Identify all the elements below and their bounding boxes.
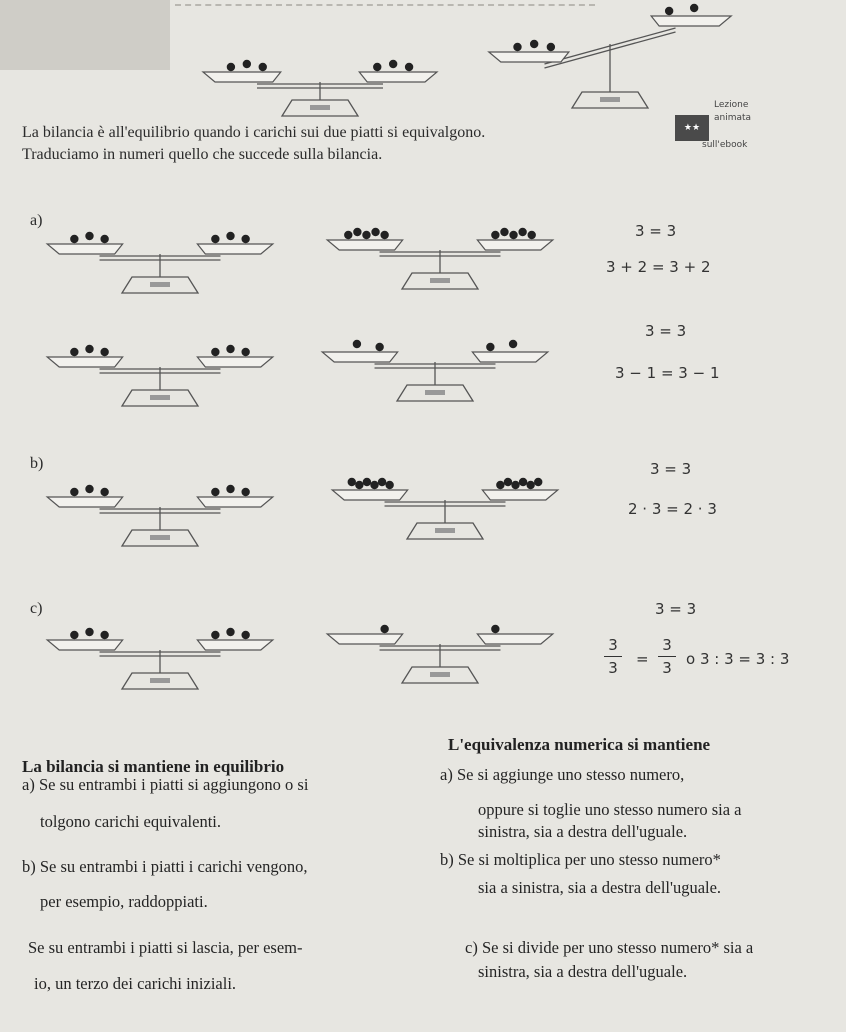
scale-right-pan: [477, 634, 552, 644]
fraction-left: [604, 636, 622, 677]
scale-a2-left: [40, 335, 280, 410]
scale-base-mark: [150, 395, 170, 400]
weight-ball: [241, 348, 249, 356]
eq-c-1: 3 = 3: [655, 600, 697, 618]
weight-ball: [504, 478, 512, 486]
left-title: La bilancia si mantiene in equilibrio: [22, 757, 285, 776]
scale-base-mark: [600, 97, 620, 102]
scale-a-right: [320, 218, 560, 293]
scale-base-mark: [430, 278, 450, 283]
fraction-right: [658, 636, 676, 677]
intro-line-1: La bilancia è all'equilibrio quando i carichi sui due piatti si equivalgono.: [22, 124, 486, 141]
weight-ball: [241, 631, 249, 639]
scale-balanced-top: [195, 50, 445, 120]
scale-base-mark: [150, 535, 170, 540]
label-c: c): [30, 600, 43, 617]
weight-ball: [226, 628, 234, 636]
weight-ball: [518, 228, 526, 236]
scale-b-left: [40, 475, 280, 550]
weight-ball: [519, 478, 527, 486]
scale-base-mark: [425, 390, 445, 395]
weight-ball: [226, 485, 234, 493]
scale-base-mark: [310, 105, 330, 110]
weight-ball: [486, 343, 494, 351]
weight-ball: [211, 235, 219, 243]
weight-ball: [526, 481, 534, 489]
scale-base-mark: [150, 282, 170, 287]
weight-ball: [211, 631, 219, 639]
weight-ball: [547, 43, 555, 51]
scale-b-right: [325, 468, 565, 543]
scale-base-mark: [150, 678, 170, 683]
weight-ball: [70, 235, 78, 243]
weight-ball: [665, 7, 673, 15]
weight-ball: [373, 63, 381, 71]
left-c-2: io, un terzo dei carichi iniziali.: [34, 974, 237, 993]
weight-ball: [378, 478, 386, 486]
scale-left-pan: [203, 72, 281, 82]
fraction-bar: [658, 656, 676, 657]
weight-ball: [259, 63, 267, 71]
weight-ball: [70, 348, 78, 356]
fraction-left-num: 3: [608, 636, 618, 654]
scale-right-pan: [472, 352, 547, 362]
weight-ball: [528, 231, 536, 239]
weight-ball: [344, 231, 352, 239]
scale-a2-right: [315, 330, 555, 405]
scale-left-pan: [47, 497, 122, 507]
weight-ball: [353, 228, 361, 236]
eq-a2-1: 3 = 3: [645, 322, 687, 340]
weight-ball: [530, 40, 538, 48]
weight-ball: [226, 232, 234, 240]
weight-ball: [85, 628, 93, 636]
right-c-2: sinistra, sia a destra dell'uguale.: [478, 962, 688, 981]
scale-right-pan: [359, 72, 437, 82]
scale-left-pan: [489, 52, 569, 62]
scale-c-right: [320, 612, 560, 687]
scale-left-pan: [47, 640, 122, 650]
scale-right-pan: [197, 357, 272, 367]
weight-ball: [491, 231, 499, 239]
weight-ball: [100, 488, 108, 496]
weight-ball: [362, 231, 370, 239]
weight-ball: [513, 43, 521, 51]
scale-right-pan: [197, 640, 272, 650]
weight-ball: [70, 488, 78, 496]
weight-ball: [355, 481, 363, 489]
weight-ball: [491, 625, 499, 633]
right-b-1: b) Se si moltiplica per uno stesso numero*: [440, 850, 721, 869]
weight-ball: [690, 4, 698, 12]
weight-ball: [380, 625, 388, 633]
scale-left-pan: [47, 244, 122, 254]
scale-left-pan: [332, 490, 407, 500]
scale-c-left: [40, 618, 280, 693]
weight-ball: [226, 345, 234, 353]
eq-b-1: 3 = 3: [650, 460, 692, 478]
intro-line-2: Traduciamo in numeri quello che succede sulla bilancia.: [22, 146, 383, 163]
star-icon[interactable]: ★★: [675, 115, 709, 141]
weight-ball: [405, 63, 413, 71]
eq-c-tail: o 3 : 3 = 3 : 3: [686, 650, 790, 668]
page-corner-shadow: [0, 0, 170, 70]
weight-ball: [211, 348, 219, 356]
right-b-2: sia a sinistra, sia a destra dell'uguale.: [478, 878, 722, 897]
scale-right-pan: [197, 244, 272, 254]
weight-ball: [100, 235, 108, 243]
weight-ball: [509, 340, 517, 348]
top-dashed-line: [175, 4, 595, 6]
right-a-2: oppure si toglie uno stesso numero sia a: [478, 800, 742, 819]
weight-ball: [389, 60, 397, 68]
weight-ball: [85, 232, 93, 240]
scale-right-pan: [477, 240, 552, 250]
eq-a-1: 3 = 3: [635, 222, 677, 240]
weight-ball: [241, 235, 249, 243]
left-c-1: Se su entrambi i piatti si lascia, per esem-: [28, 938, 303, 957]
right-a-1: a) Se si aggiunge uno stesso numero,: [440, 765, 685, 784]
scale-left-pan: [47, 357, 122, 367]
weight-ball: [85, 345, 93, 353]
scale-right-pan: [197, 497, 272, 507]
right-c-1: c) Se si divide per uno stesso numero* sia a: [465, 938, 754, 957]
badge-animata[interactable]: animata: [714, 113, 752, 123]
weight-ball: [211, 488, 219, 496]
weight-ball: [534, 478, 542, 486]
scale-a-left: [40, 222, 280, 297]
scale-base-mark: [435, 528, 455, 533]
scale-left-pan: [322, 352, 397, 362]
eq-c-sign: =: [636, 650, 649, 668]
weight-ball: [509, 231, 517, 239]
weight-ball: [363, 478, 371, 486]
weight-ball: [100, 348, 108, 356]
scale-tilted-top: [480, 12, 740, 112]
weight-ball: [500, 228, 508, 236]
right-title: L'equivalenza numerica si mantiene: [448, 735, 711, 754]
weight-ball: [243, 60, 251, 68]
right-a-3: sinistra, sia a destra dell'uguale.: [478, 822, 688, 841]
weight-ball: [348, 478, 356, 486]
weight-ball: [85, 485, 93, 493]
weight-ball: [371, 228, 379, 236]
left-a-1: a) Se su entrambi i piatti si aggiungono o si: [22, 775, 309, 794]
eq-a2-2: 3 − 1 = 3 − 1: [615, 364, 720, 382]
weight-ball: [380, 231, 388, 239]
weight-ball: [100, 631, 108, 639]
fraction-left-den: 3: [608, 659, 618, 677]
fraction-right-den: 3: [662, 659, 672, 677]
scale-left-pan: [327, 634, 402, 644]
scale-base-mark: [430, 672, 450, 677]
badge-lezione[interactable]: Lezione: [714, 100, 749, 110]
weight-ball: [241, 488, 249, 496]
badge-ebook[interactable]: sull'ebook: [702, 140, 748, 150]
fraction-right-num: 3: [662, 636, 672, 654]
weight-ball: [375, 343, 383, 351]
label-b: b): [30, 455, 44, 472]
scale-right-pan: [482, 490, 557, 500]
scale-right-pan: [651, 16, 731, 26]
eq-a-2: 3 + 2 = 3 + 2: [606, 258, 711, 276]
weight-ball: [370, 481, 378, 489]
weight-ball: [385, 481, 393, 489]
eq-b-2: 2 · 3 = 2 · 3: [628, 500, 717, 518]
weight-ball: [353, 340, 361, 348]
fraction-bar: [604, 656, 622, 657]
weight-ball: [496, 481, 504, 489]
weight-ball: [511, 481, 519, 489]
left-b-1: b) Se su entrambi i piatti i carichi vengono,: [22, 857, 308, 876]
left-b-2: per esempio, raddoppiati.: [40, 892, 208, 911]
weight-ball: [227, 63, 235, 71]
scale-left-pan: [327, 240, 402, 250]
label-a: a): [30, 212, 43, 229]
weight-ball: [70, 631, 78, 639]
left-a-2: tolgono carichi equivalenti.: [40, 812, 221, 831]
